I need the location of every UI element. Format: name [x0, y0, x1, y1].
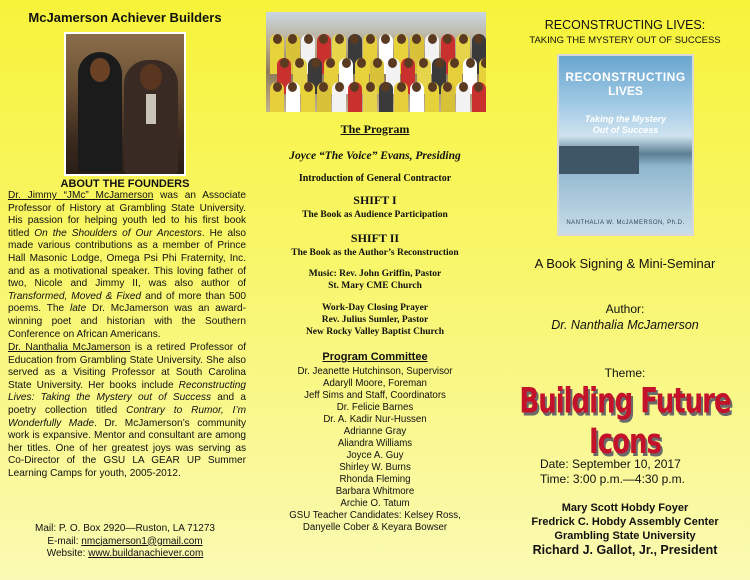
- book-title-line2: LIVES: [608, 84, 643, 98]
- program-heading: The Program: [340, 122, 410, 136]
- author-label: Author:: [605, 302, 645, 316]
- bio-jimmy: Dr. Jimmy “JMc” McJamerson was an Associate Professor of History at Grambling State University. His passion for helping youth led to his first book titled On the Shoulders of Our Ancestors. He also made various contributions as a member of Prince Hall Masonic Lodge, Omega Psi Phi Fraternity, Inc. and as a motivational speaker. This loving father of two, Nicole and Jimmy II, was also author of Transformed, Moved & Fixed and of more than 500 poems. The late Dr. McJamerson was an award-winning poet and historian with the Southern Conference on African Americans.: [8, 190, 247, 340]
- group-photo: [266, 12, 486, 112]
- committee-member: Dr. Jeanette Hutchinson, Supervisor: [297, 366, 453, 377]
- about-heading: ABOUT THE FOUNDERS: [60, 178, 190, 190]
- committee-member: Archie O. Tatum: [340, 498, 410, 509]
- book-title-line1: RECONSTRUCTING: [565, 70, 686, 84]
- bio-jimmy-name: Dr. Jimmy “JMc” McJamerson: [8, 190, 154, 201]
- intro-line: Introduction of General Contractor: [298, 173, 452, 184]
- shift2-desc: The Book as the Author’s Reconstruction: [291, 248, 459, 258]
- cover-subtitle: TAKING THE MYSTERY OUT OF SUCCESS: [529, 35, 721, 46]
- bio-nanthalia: Dr. Nanthalia McJamerson is a retired Professor of Education from Grambling State University. She also served as a Visiting Professor at South Carolina State University. Her books include Reconstructing Lives: Taking the Mystery out of Success and a poetry collection titled Contrary to Rumor, I’m Wonderfully Made. Dr. McJamerson’s community work is expansive. Mentor and consultant are among her titles. One of her greatest joys was serving as Co-Director of the GSU LA GEAR UP Summer Learning Camps for youth, 2005-2012.: [8, 342, 246, 479]
- author-name: Dr. Nanthalia McJamerson: [551, 318, 699, 332]
- music-block: Music: Rev. John Griffin, Pastor St. Mary CME Church: [308, 269, 442, 291]
- committee-member: Barbara Whitmore: [335, 486, 415, 497]
- committee-member: Dr. A. Kadir Nur-Hussen: [323, 414, 427, 425]
- committee-member: Rhonda Fleming: [339, 474, 411, 485]
- committee-member: Aliandra Williams: [337, 438, 413, 449]
- panel-program: [250, 0, 500, 580]
- email-link[interactable]: nmcjamerson1@gmail.com: [81, 535, 203, 547]
- venue-block: Mary Scott Hobdy Foyer Fredrick C. Hobdy Assembly Center Grambling State University Richard J. Gallot, Jr., President: [500, 501, 750, 557]
- event-name: A Book Signing & Mini-Seminar: [534, 256, 716, 271]
- bio-nanthalia-name: Dr. Nanthalia McJamerson: [8, 342, 131, 353]
- event-date: Date: September 10, 2017: [540, 457, 681, 471]
- committee-member: Danyelle Cober & Keyara Bowser: [302, 522, 448, 533]
- president-line: Richard J. Gallot, Jr., President: [532, 543, 718, 557]
- shift2-heading: SHIFT II: [350, 231, 400, 245]
- shift1-heading: SHIFT I: [353, 193, 397, 207]
- committee-member: Shirley W. Burns: [339, 462, 411, 473]
- committee-heading: Program Committee: [322, 351, 428, 363]
- committee-member: Adaryll Moore, Foreman: [323, 378, 427, 389]
- committee-member: Jeff Sims and Staff, Coordinators: [304, 390, 446, 401]
- panel-cover: [500, 0, 750, 580]
- cover-title: RECONSTRUCTING LIVES:: [544, 18, 706, 32]
- founders-photo: [64, 32, 186, 176]
- date-time-block: [540, 457, 740, 487]
- committee-member: Dr. Felicie Barnes: [336, 402, 414, 413]
- committee-member: Adrianne Gray: [343, 426, 407, 437]
- theme-label: Theme:: [604, 366, 646, 380]
- theme-title: Building Future Icons: [519, 381, 731, 463]
- committee-member: Joyce A. Guy: [346, 450, 404, 461]
- contact-block: Mail: P. O. Box 2920—Ruston, LA 71273 E-mail: nmcjamerson1@gmail.com Website: www.buildanachiever.com: [0, 523, 250, 561]
- committee-member: GSU Teacher Candidates: Kelsey Ross,: [289, 510, 461, 521]
- closing-block: Work-Day Closing Prayer Rev. Julius Sumler, Pastor New Rocky Valley Baptist Church: [305, 303, 445, 337]
- book-author: NANTHALIA W. McJAMERSON, Ph.D.: [566, 220, 685, 226]
- book-subtitle: Taking the Mystery Out of Success: [584, 114, 667, 135]
- shift1-desc: The Book as Audience Participation: [302, 210, 448, 220]
- panel-founders: [0, 0, 250, 580]
- committee-list: [250, 366, 500, 534]
- mail-address: Mail: P. O. Box 2920—Ruston, LA 71273: [35, 523, 215, 534]
- presiding-line: Joyce “The Voice” Evans, Presiding: [289, 150, 461, 162]
- org-title: McJamerson Achiever Builders: [28, 10, 222, 25]
- website-link[interactable]: www.buildanachiever.com: [88, 548, 204, 559]
- event-time: Time: 3:00 p.m.—4:30 p.m.: [540, 472, 685, 486]
- book-cover-image: [557, 54, 694, 236]
